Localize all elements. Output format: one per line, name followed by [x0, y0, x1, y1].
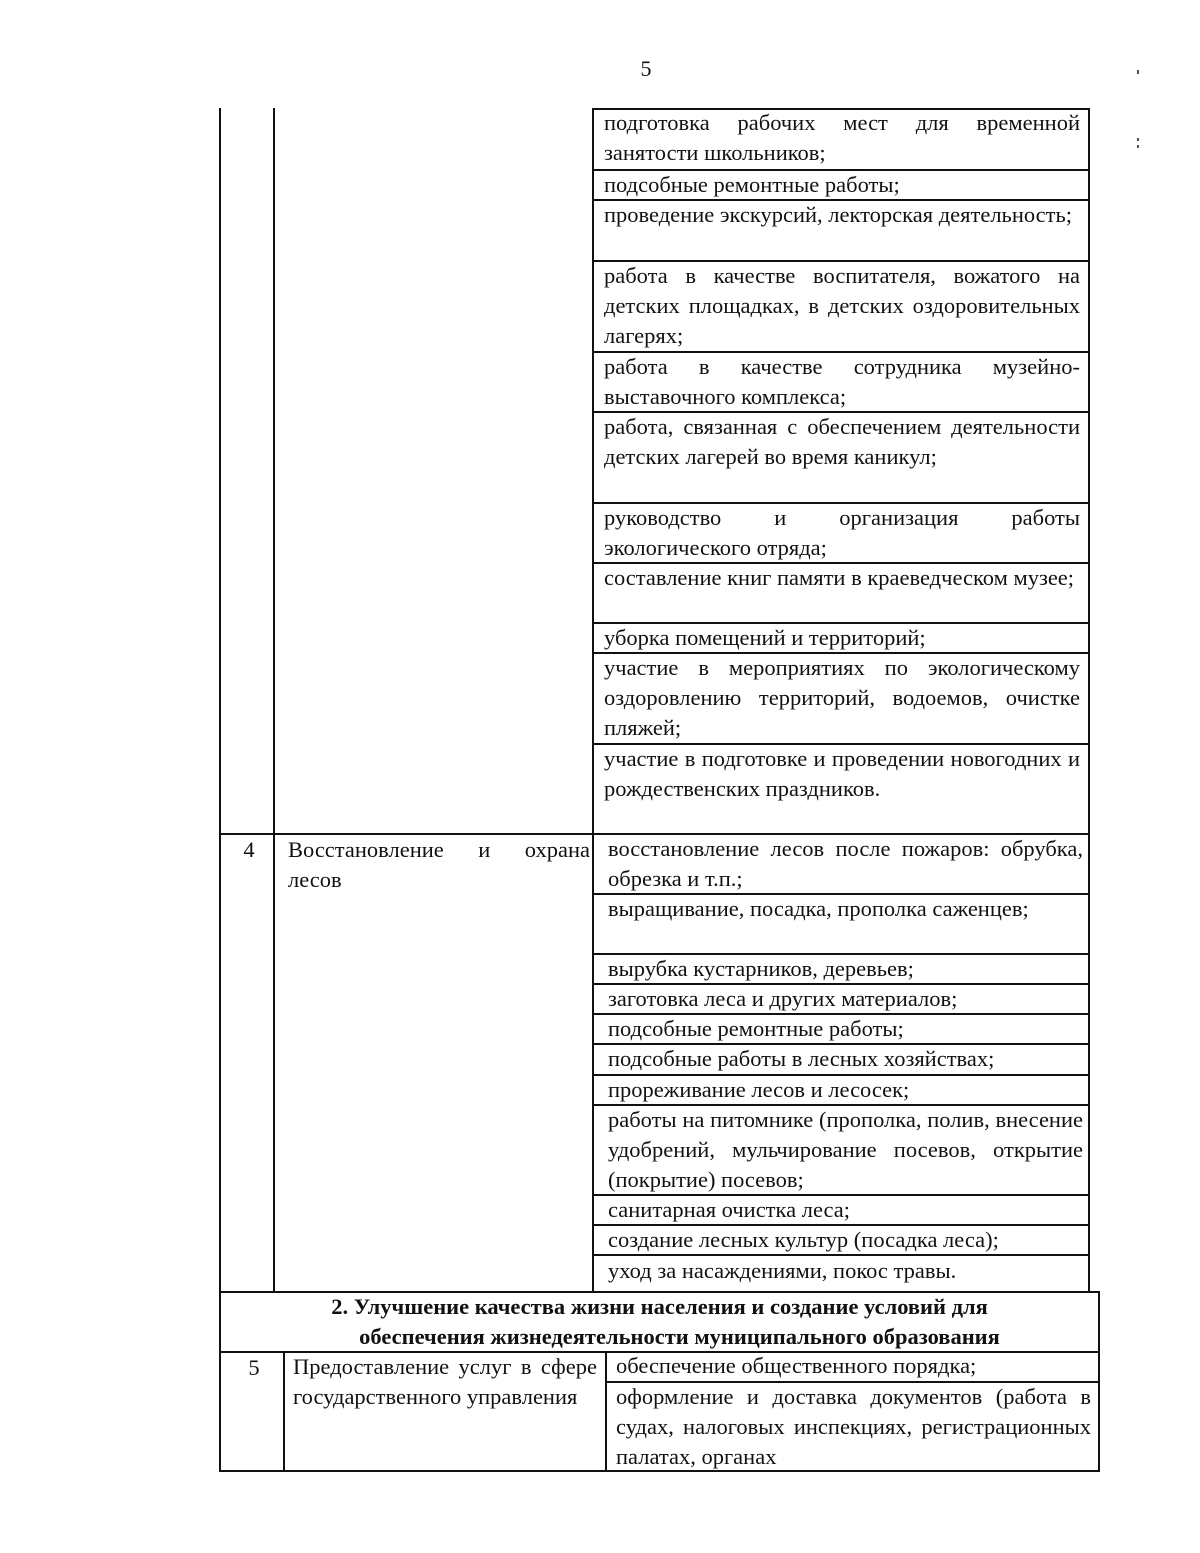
scan-mark — [1137, 138, 1139, 141]
activity-cell: работа, связанная с обеспечением деятельности детских лагерей во время каникул; — [604, 414, 1080, 469]
row-title: Восстановление и охрана лесов — [288, 837, 590, 892]
column-divider-2 — [592, 108, 594, 1291]
activity-cell: составление книг памяти в краеведческом музее; — [604, 565, 1075, 590]
table-border-left — [219, 108, 221, 1472]
activity-cell: участие в мероприятиях по экологическому оздоровлению территорий, водоемов, очистке пляжей; — [604, 655, 1080, 740]
activities-table — [219, 108, 1100, 1472]
activity-cell: подсобные ремонтные работы; — [608, 1016, 904, 1041]
activity-cell: заготовка леса и других материалов; — [608, 986, 958, 1011]
activity-cell: работа в качестве воспитателя, вожатого на детских площадках, в детских оздоровительных лагерях; — [604, 263, 1080, 348]
row-title: Предоставление услуг в сфере государственного управления — [293, 1354, 597, 1409]
activity-cell: работа в качестве сотрудника музейно-выставочного комплекса; — [604, 354, 1080, 409]
activity-cell: руководство и организация работы экологического отряда; — [604, 505, 1080, 560]
section-heading — [219, 1292, 1100, 1352]
activity-cell: уход за насаждениями, покос травы. — [608, 1258, 957, 1283]
activity-cell: подготовка рабочих мест для временной занятости школьников; — [604, 110, 1080, 165]
activity-cell: прореживание лесов и лесосек; — [608, 1077, 910, 1102]
section-heading-line: обеспечения жизнедеятельности муниципального образования — [359, 1324, 1000, 1349]
activity-cell: участие в подготовке и проведении новогодних и рождественских праздников. — [604, 746, 1080, 801]
activity-cell: обеспечение общественного порядка; — [616, 1353, 977, 1378]
activity-cell: вырубка кустарников, деревьев; — [608, 956, 914, 981]
scan-mark — [1137, 70, 1139, 74]
activity-cell: оформление и доставка документов (работа в судах, налоговых инспекциях, регистрационных палатах, органах — [616, 1384, 1091, 1469]
activity-cell: выращивание, посадка, прополка саженцев; — [608, 896, 1029, 921]
row-number: 5 — [248, 1355, 260, 1380]
page-number: 5 — [640, 56, 652, 81]
table-border-right — [1088, 108, 1090, 1291]
activity-cell: работы на питомнике (прополка, полив, внесение удобрений, мульчирование посевов, открытие (покрытие) посевов; — [608, 1107, 1083, 1192]
column-divider-1 — [273, 108, 275, 1291]
activity-cell: подсобные работы в лесных хозяйствах; — [608, 1046, 995, 1071]
section-heading-line: 2. Улучшение качества жизни населения и создание условий для — [331, 1294, 988, 1319]
activity-cell: подсобные ремонтные работы; — [604, 172, 900, 197]
activity-cell: восстановление лесов после пожаров: обрубка, обрезка и т.п.; — [608, 836, 1083, 891]
row-number: 4 — [243, 837, 255, 862]
activity-cell: санитарная очистка леса; — [608, 1197, 850, 1222]
activity-cell: уборка помещений и территорий; — [604, 625, 926, 650]
scan-mark — [1137, 145, 1139, 148]
activity-cell: создание лесных культур (посадка леса); — [608, 1227, 999, 1252]
column-divider-2 — [605, 1351, 607, 1472]
activity-cell: проведение экскурсий, лекторская деятельность; — [604, 202, 1072, 227]
